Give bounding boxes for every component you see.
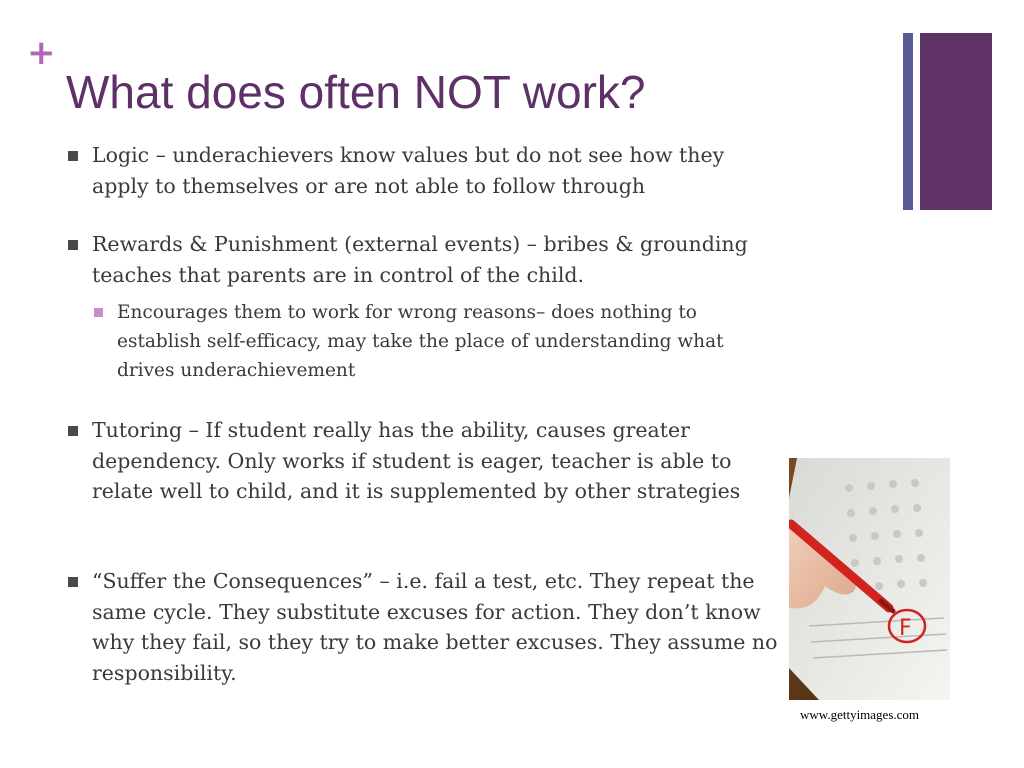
bullet-square-icon [68, 240, 78, 250]
decorative-bar-thick [920, 33, 992, 210]
sub-bullet-text: Encourages them to work for wrong reasons– does nothing to establish self-efficacy, may take the place of understanding what drives underachievement [117, 302, 724, 381]
bullet-text: Tutoring – If student really has the ability, causes greater dependency. Only works if student is eager, teacher is able to relate well to child, and it is supplemented by other strategies [92, 418, 741, 503]
sub-bullet-square-icon [94, 308, 103, 317]
plus-icon: + [27, 33, 56, 73]
decorative-bar-thin [903, 33, 913, 210]
bullet-square-icon [68, 577, 78, 587]
bullet-text: Logic – underachievers know values but do not see how they apply to themselves or are not able to follow through [92, 143, 725, 198]
slide-title: What does often NOT work? [66, 66, 646, 118]
graded-test-photo [789, 458, 950, 700]
image-credit: www.gettyimages.com [800, 707, 920, 722]
bullet-square-icon [68, 151, 78, 161]
bullet-square-icon [68, 426, 78, 436]
graded-test-illustration [789, 458, 950, 700]
bullet-text: Rewards & Punishment (external events) – bribes & grounding teaches that parents are in control of the child. [92, 232, 748, 287]
grade-mark: F [899, 616, 912, 641]
bullet-text: “Suffer the Consequences” – i.e. fail a test, etc. They repeat the same cycle. They substitute excuses for action. They don’t know why they fail, so they try to make better excuses. They assume no responsibility. [92, 569, 778, 685]
